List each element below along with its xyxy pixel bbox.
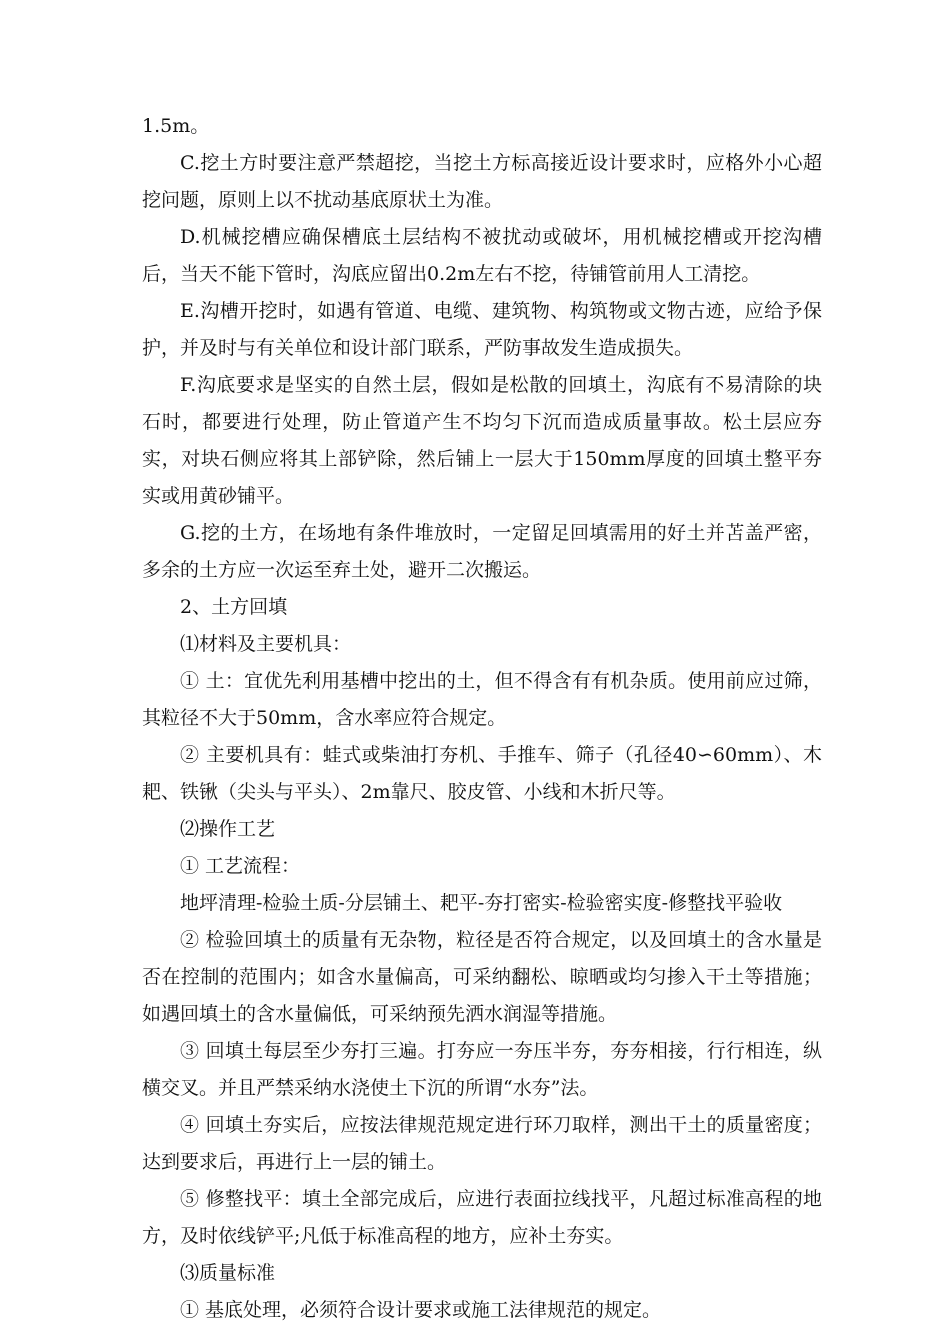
paragraph-item-c: C.挖土方时要注意严禁超挖，当挖土方标高接近设计要求时，应格外小心超挖问题，原则上以不扰动基底原状土为准。 bbox=[142, 152, 822, 211]
paragraph-soil: ① 土：宜优先利用基槽中挖出的土，但不得含有有机杂质。使用前应过筛，其粒径不大于50mm，含水率应符合规定。 bbox=[142, 670, 822, 729]
paragraph-process-title: ① 工艺流程： bbox=[180, 855, 301, 877]
paragraph-leveling: ⑤ 修整找平：填土全部完成后，应进行表面拉线找平，凡超过标准高程的地方，及时依线铲平;凡低于标准高程的地方，应补土夯实。 bbox=[142, 1188, 822, 1247]
paragraph-sampling: ④ 回填土夯实后，应按法律规范规定进行环刀取样，测出干土的质量密度；达到要求后，再进行上一层的铺土。 bbox=[142, 1114, 822, 1173]
subsection-heading-materials: ⑴材料及主要机具： bbox=[180, 633, 352, 655]
subsection-heading-operation: ⑵操作工艺 bbox=[180, 818, 276, 840]
paragraph-inspection: ② 检验回填土的质量有无杂物，粒径是否符合规定，以及回填土的含水量是否在控制的范围内；如含水量偏高，可采纳翻松、晾晒或均匀掺入干土等措施；如遇回填土的含水量偏低，可采纳预先洒水润湿等措施。 bbox=[142, 929, 822, 1025]
section-heading-backfill: 2、土方回填 bbox=[180, 596, 288, 618]
paragraph-process-flow: 地坪清理-检验土质-分层铺土、耙平-夯打密实-检验密实度-修整找平验收 bbox=[180, 892, 783, 914]
paragraph-continuation: 1.5m。 bbox=[142, 115, 210, 137]
paragraph-machinery: ② 主要机具有：蛙式或柴油打夯机、手推车、筛子（孔径40∽60mm）、木耙、铁锹（尖头与平头）、2m靠尺、胶皮管、小线和木折尺等。 bbox=[142, 744, 822, 803]
paragraph-item-g: G.挖的土方，在场地有条件堆放时，一定留足回填需用的好土并苫盖严密，多余的土方应一次运至弃土处，避开二次搬运。 bbox=[142, 522, 822, 581]
subsection-heading-quality: ⑶质量标准 bbox=[180, 1262, 276, 1284]
document-body bbox=[142, 108, 822, 1329]
paragraph-tamping: ③ 回填土每层至少夯打三遍。打夯应一夯压半夯，夯夯相接，行行相连，纵横交叉。并且严禁采纳水浇使土下沉的所谓“水夯”法。 bbox=[142, 1040, 822, 1099]
paragraph-base-treatment: ① 基底处理，必须符合设计要求或施工法律规范的规定。 bbox=[180, 1299, 662, 1321]
paragraph-item-d: D.机械挖槽应确保槽底土层结构不被扰动或破坏，用机械挖槽或开挖沟槽后，当天不能下管时，沟底应留出0.2m左右不挖，待铺管前用人工清挖。 bbox=[142, 226, 822, 285]
paragraph-item-f: F.沟底要求是坚实的自然土层，假如是松散的回填土，沟底有不易清除的块石时，都要进行处理，防止管道产生不均匀下沉而造成质量事故。松土层应夯实，对块石侧应将其上部铲除，然后铺上一层大于150mm厚度的回填土整平夯实或用黄砂铺平。 bbox=[142, 374, 822, 507]
paragraph-item-e: E.沟槽开挖时，如遇有管道、电缆、建筑物、构筑物或文物古迹，应给予保护，并及时与有关单位和设计部门联系，严防事故发生造成损失。 bbox=[142, 300, 822, 359]
